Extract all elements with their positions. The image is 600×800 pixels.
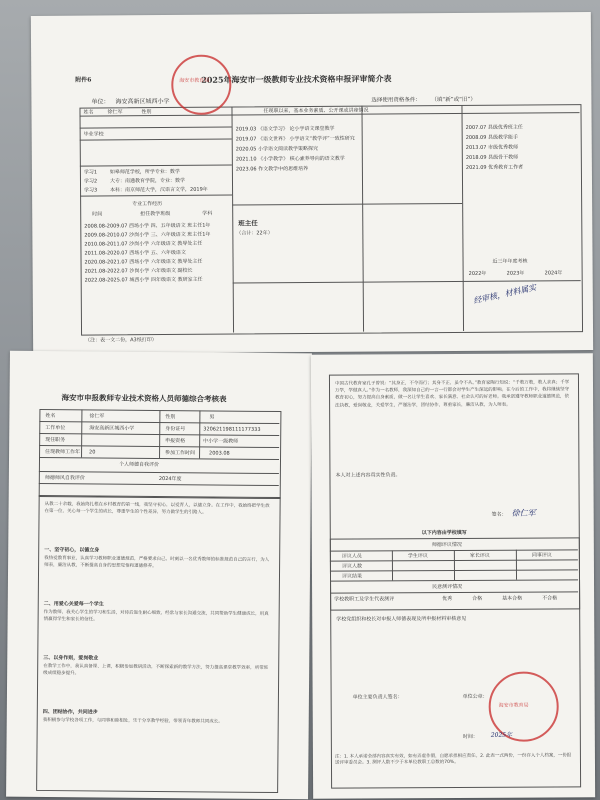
gender-label: 性别 [141,109,152,116]
col-header: 家长评议 [469,552,490,559]
assessment-header: 近三年年度考核 [492,258,528,265]
table-sub: 师德评议情况 [431,541,462,549]
paper-row: 2019.03 《语文学习》 论小学语文课堂教学 [235,125,335,133]
student-label: 学校教职工及学生代表测评 [334,596,395,603]
unit-value: 海安高新区城西小学 [89,425,135,432]
row-header: 评议结果 [341,573,363,580]
table-header: 以下内容由学校填写 [421,529,467,537]
bottom-right-sheet [311,353,595,798]
eval-type-value: （填“新”或“旧”） [431,96,476,104]
col-header: 评议人员 [341,553,362,560]
teaching-row: 2020.08-2021.07 西场小学 六年级语文 教导处主任 [84,258,203,266]
stamp-label: 单位公章： [462,693,488,700]
name-label: 姓名 [83,109,94,116]
apply-value: 中小学一级教师 [203,438,239,445]
school-1-info: 如皋师范学校，所学专业：数学 [109,168,180,176]
honor-row: 2013.07 市级优秀教师 [465,144,519,151]
handwriting-note: 经审核，材料属实 [472,282,538,306]
col-grade: 担任教学班级 [140,210,171,218]
basic-info-header: 任现职以来，基本业务素质、公开课或讲座情况 [263,107,369,115]
grad-label: 参加工作时间 [165,450,196,457]
self-eval-body [36,495,281,793]
grad-value: 2003.08 [209,450,230,457]
form-title: 2025年海安市一级教师专业技术资格申报评审简介表 [201,73,392,85]
top-paragraph: 中国古代教育家孔子曾说：“其身正，不令而行；其身不正，虽令不从。”教育家陶行知说：“千教万教，教人求真；千学万学，学做真人。”作为一名教师，我深知自己的一言一行都会对学生产生深远的影响。在今后的工作中，我将继续坚守教育初心，努力提高自身素质，做一名让学生喜欢、家长满意、社会认可的好老师。我承诺遵守教师职业道德规范，依法执教，爱岗敬业，关爱学生，严谨治学，团结协作，尊重家长，廉洁从教，为人师表。 [334,380,570,409]
handwritten-date: 2025年 [490,731,513,739]
school-opinion-label: 学校党组织和校长对申报人师德表现及所申报材料审核意见 [336,615,467,623]
top-form-sheet [31,12,593,354]
section-body: 作为教师，我关心学生的学习和生活，对待后进生耐心细致，经常与家长沟通交流，共同帮助学生健康成长，用真情赢得学生和家长的信任。 [43,609,269,623]
teaching-row: 2021.08-2022.07 沙岗小学 六年级语文 副校长 [84,267,193,275]
student-col: 优秀 [442,596,453,603]
student-col: 不合格 [542,595,558,602]
gender-label: 性别 [165,414,176,421]
name-value: 徐仁军 [107,109,123,116]
year-row-label: 师德师风自我评价 [44,475,85,482]
teaching-row: 2009.08-2010.07 沙岗小学 三、六年级语文 班主任1年 [84,231,211,239]
honor-row: 2008.09 县级教学能手 [465,134,518,141]
unit-value: 海安高新区城西小学 [115,97,170,106]
official-stamp [171,55,231,115]
name-label: 姓名 [45,413,56,420]
teaching-row: 2008.08-2009.07 西场小学 四、五年级语文 班主任1年 [84,222,211,230]
section-teaching: 专业工作经历 [132,201,163,208]
apply-label: 申报资格 [165,438,186,445]
row-header: 评议人数 [341,563,362,570]
name-value: 徐仁军 [89,413,105,420]
attachment-no: 附件6 [75,76,92,84]
time-label: 时间： [462,733,478,740]
bottom-left-sheet [6,351,312,800]
col-header: 同事评议 [531,552,552,559]
teach-years-label: 任现教师工作年 [45,449,81,456]
eval-type-label: 选择使用资格条件： [371,97,421,104]
assessment-year-2: 2023年 [506,270,525,277]
col-class: 学科 [202,210,213,217]
ethics-title: 海安市申报教师专业技术资格人员师德综合考核表 [61,393,227,404]
paper-row: 2020.05 小学语文阅读教学策略探究 [235,145,319,153]
honor-row: 2007.07 县级优秀班主任 [465,124,523,131]
col-header: 学生评议 [407,553,428,560]
teach-years-value: 20 [89,449,96,456]
section-body: 我积极参与学校各项工作，与同事和睦相处，乐于分享教学经验，带领青年教师共同成长。 [42,717,223,725]
paper-row: 2019.07 《语文世界》 小学语文“教学评”一致性研究 [235,135,355,143]
section-heading: 三、以身作则，爱岗敬业 [43,654,99,662]
grad-label: 毕业学校 [83,131,104,138]
school-3-label: 学习3 [84,187,98,194]
student-section: 民意测评情况 [432,583,463,591]
gender-value: 男 [209,414,215,421]
teaching-row: 2010.08-2011.07 沙岗小学 六年级语文 教导处主任 [84,240,203,248]
teaching-row: 2022.08-2025.07 城西小学 四年级语文 教研室主任 [84,276,203,284]
post-label: 现任职务 [45,437,66,444]
id-label: 身份证号 [165,426,186,433]
honor-row: 2018.09 县级骨干教师 [465,154,519,161]
school-1-label: 学习1 [83,169,98,176]
student-col: 基本合格 [502,595,523,602]
unit-label: 单位： [91,98,110,106]
paper-row: 2021.10 《小学教学》 核心素养导向的语文教学 [235,155,345,163]
sign-label: 单位主要负责人签名： [352,694,403,701]
id-value: 320621198111177333 [203,426,261,433]
school-3-info: 本科：南京师范大学，汉语言文学，2019年 [110,186,208,194]
assessment-year-3: 2024年 [544,270,563,277]
stamp-text: 海安市教育局 [498,702,529,709]
teaching-row: 2011.08-2020.07 西场小学 五、六年级语文 [84,249,186,257]
paper-row: 2023.06 作文教学中的思维培养 [235,166,309,173]
section-body: 在教学工作中，我认真备课、上课，积极参加教研活动，不断探索新的教学方法，努力提高课堂教学效率，所带班级成绩稳步提升。 [43,663,269,677]
footnote: 注：1. 本人承诺全部内容真实有效，如有弄虚作假，自愿承担相应责任。2. 此表一式两份，一份存入个人档案，一份报送评审委员会。3. 测评人数不少于本单位教职工总数的70%。 [334,753,572,766]
section-body: 我热爱教育事业，认真学习教师职业道德规范，严格要求自己，时刻以一名优秀教师的标准规范自己的言行，为人师表，廉洁从教，不断提高自身的思想觉悟和道德修养。 [44,555,270,570]
section-course: 班主任 [238,219,258,228]
section-heading: 一、坚守初心，以德立身 [44,546,100,554]
col-time: 时间 [92,211,103,218]
section-course-sub: （合计：22年） [236,230,273,237]
signature-label: 签名： [491,511,507,518]
school-2-info: 大专：南通教育学院，专业：数学 [109,177,186,185]
school-2-label: 学习2 [83,178,98,185]
section-heading: 二、用爱心关爱每一个学生 [43,600,104,608]
stamp-text: 海安市教育局 [179,77,210,84]
remark: （注：表一文二份，A3纸打印） [85,337,157,344]
commit-label: 本人对上述内容真实性负责。 [335,472,401,479]
honor-row: 2021.09 优秀教育工作者 [465,164,524,171]
signature: 徐仁军 [511,508,536,518]
year-row-value: 2024年度 [158,475,182,483]
student-col: 合格 [472,595,483,602]
assessment-year-1: 2022年 [468,270,487,277]
intro-paragraph: 从教二十余载，我始终扎根在乡村教育的第一线，我坚守初心，以爱育人，以德立身。在工作中，我始终把学生放在第一位，关心每一个学生的成长，尊重学生的个性差异，努力做学生的引路人。 [44,501,270,516]
self-eval-header: 个人师德自我评价 [118,461,160,468]
unit-label: 工作单位 [45,425,66,432]
section-heading: 四、团结协作，共同进步 [42,708,98,716]
